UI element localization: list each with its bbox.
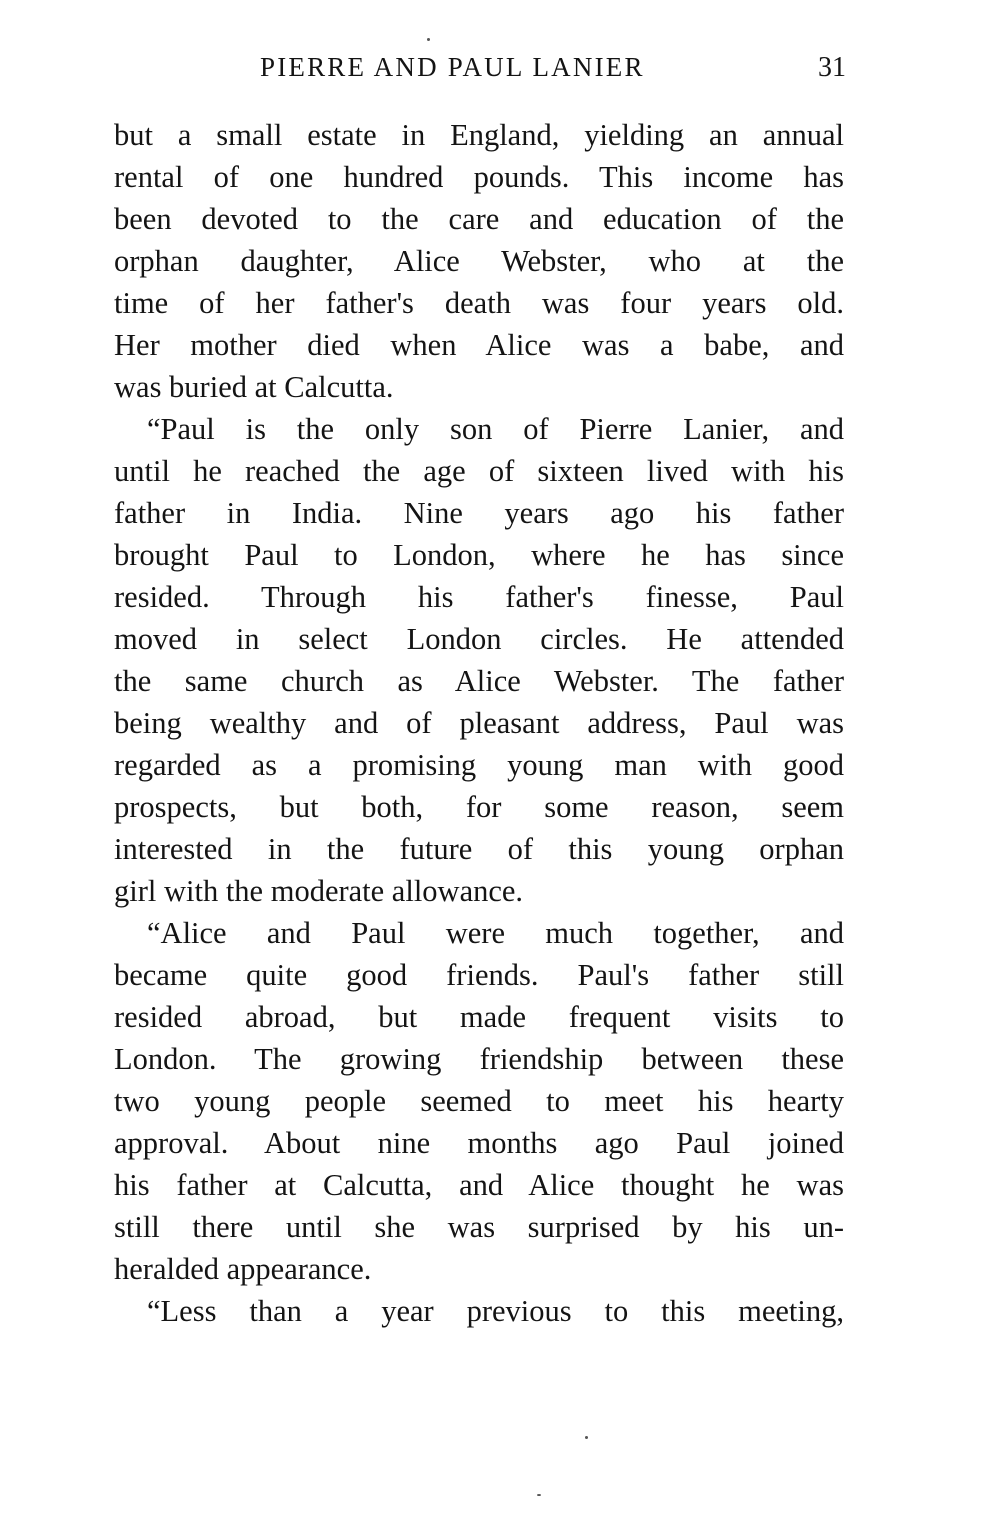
- text-line: his father at Calcutta, and Alice thought he was: [114, 1168, 844, 1202]
- text-line: being wealthy and of pleasant address, Paul was: [114, 706, 844, 740]
- text-line: brought Paul to London, where he has since: [114, 538, 844, 572]
- running-title: PIERRE AND PAUL LANIER: [260, 52, 645, 82]
- scan-speck: [585, 1436, 588, 1439]
- text-line: the same church as Alice Webster. The father: [114, 664, 844, 698]
- paragraph-start-line: “Alice and Paul were much together, and: [147, 916, 844, 950]
- text-line: still there until she was surprised by his un-: [114, 1210, 844, 1244]
- page-number: 31: [818, 52, 846, 83]
- text-line: moved in select London circles. He attended: [114, 622, 844, 656]
- running-header: [114, 52, 846, 92]
- scan-speck: [427, 38, 430, 41]
- text-line: been devoted to the care and education of the: [114, 202, 844, 236]
- text-line: until he reached the age of sixteen lived with his: [114, 454, 844, 488]
- text-line: Her mother died when Alice was a babe, and: [114, 328, 844, 362]
- paragraph-start-line: “Paul is the only son of Pierre Lanier, and: [147, 412, 844, 446]
- text-line: orphan daughter, Alice Webster, who at the: [114, 244, 844, 278]
- paragraph-start-line: “Less than a year previous to this meeting,: [147, 1294, 844, 1328]
- text-line: heralded appearance.: [114, 1252, 372, 1286]
- text-line: time of her father's death was four years old.: [114, 286, 844, 320]
- text-line: resided abroad, but made frequent visits to: [114, 1000, 844, 1034]
- text-line: prospects, but both, for some reason, seem: [114, 790, 844, 824]
- text-line: was buried at Calcutta.: [114, 370, 394, 404]
- text-line: resided. Through his father's finesse, Paul: [114, 580, 844, 614]
- text-line: approval. About nine months ago Paul joined: [114, 1126, 844, 1160]
- text-line: rental of one hundred pounds. This income has: [114, 160, 844, 194]
- text-line: two young people seemed to meet his hearty: [114, 1084, 844, 1118]
- body-text: [114, 114, 844, 1332]
- scan-speck: [537, 1494, 541, 1496]
- text-line: regarded as a promising young man with good: [114, 748, 844, 782]
- text-line: became quite good friends. Paul's father still: [114, 958, 844, 992]
- text-line: girl with the moderate allowance.: [114, 874, 524, 908]
- text-line: interested in the future of this young orphan: [114, 832, 844, 866]
- text-line: father in India. Nine years ago his father: [114, 496, 844, 530]
- text-line: but a small estate in England, yielding an annual: [114, 118, 844, 152]
- text-line: London. The growing friendship between these: [114, 1042, 844, 1076]
